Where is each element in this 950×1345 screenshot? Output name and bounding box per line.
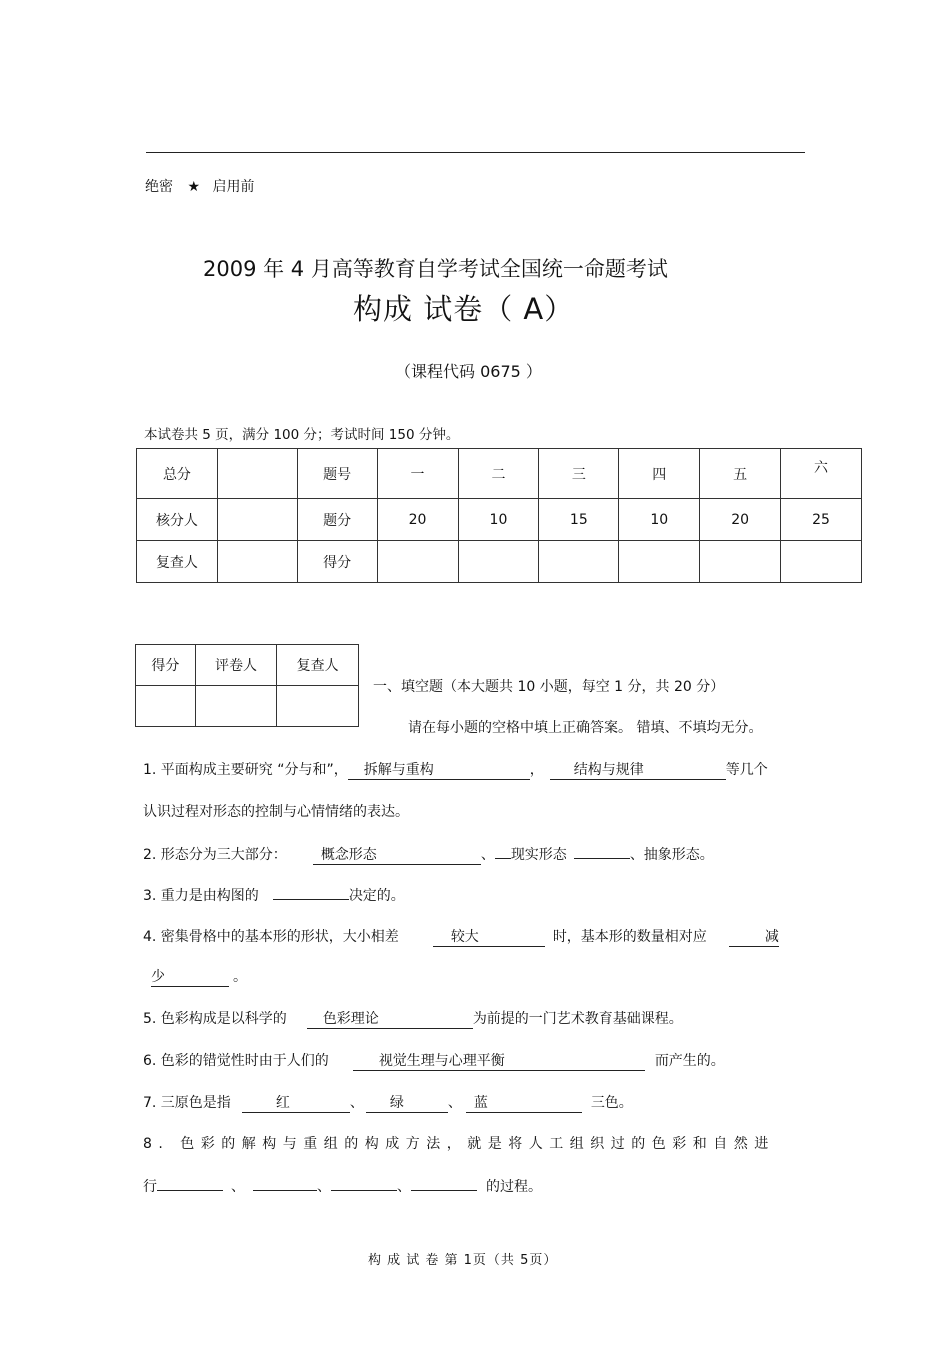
- question-3: 3. 重力是由构图的 决定的。: [143, 884, 405, 905]
- cell: [195, 686, 277, 727]
- cell: [458, 541, 539, 583]
- answer-blank: 概念形态: [313, 847, 481, 865]
- question-1-cont: 认识过程对形态的控制与心情情绪的表达。: [143, 804, 409, 820]
- cell: 得分: [297, 541, 377, 583]
- question-4-cont: 少 。: [151, 969, 247, 985]
- cell: [217, 541, 297, 583]
- answer-blank: [253, 1175, 317, 1191]
- cell: 15: [539, 499, 619, 541]
- cell: 五: [700, 449, 781, 499]
- score-row-earned: [137, 541, 862, 583]
- exam-title: 2009 年 4 月高等教育自学考试全国统一命题考试: [203, 257, 668, 281]
- answer-blank: [331, 1175, 397, 1191]
- answer-blank: 视觉生理与心理平衡: [353, 1053, 645, 1071]
- question-1: 1. 平面构成主要研究 “分与和”， 拆解与重构 ， 结构与规律 等几个: [143, 762, 768, 778]
- cell: [136, 686, 196, 727]
- header-rule: [146, 152, 805, 153]
- grader-table: [135, 644, 359, 727]
- section-heading: 一、填空题（本大题共 10 小题，每空 1 分，共 20 分）: [373, 679, 725, 695]
- paper-title: 构成 试卷（ A）: [353, 292, 575, 326]
- answer-blank: 少: [151, 969, 229, 987]
- answer-blank: 拆解与重构: [348, 762, 530, 780]
- cell: 题分: [297, 499, 377, 541]
- answer-blank: [157, 1175, 223, 1191]
- answer-blank: [273, 884, 349, 900]
- score-row-points: [137, 499, 862, 541]
- cell: 题号: [297, 449, 377, 499]
- cell: 10: [458, 499, 539, 541]
- cell: [700, 541, 781, 583]
- grader-blank-row: [136, 686, 359, 727]
- answer-blank: 红: [242, 1095, 350, 1113]
- cell: 10: [619, 499, 700, 541]
- answer-blank: 较大: [433, 929, 545, 947]
- cell: 20: [700, 499, 781, 541]
- answer-blank: [411, 1175, 477, 1191]
- cell: 总分: [137, 449, 218, 499]
- question-4: 4. 密集骨格中的基本形的形状，大小相差 较大 时，基本形的数量相对应 减: [143, 929, 779, 945]
- cell: 得分: [136, 645, 196, 686]
- cell: [619, 541, 700, 583]
- cell: 三: [539, 449, 619, 499]
- cell: 四: [619, 449, 700, 499]
- section-instruction: 请在每小题的空格中填上正确答案。 错填、不填均无分。: [408, 720, 763, 736]
- question-7: 7. 三原色是指 红 、 绿 、 蓝 三色。: [143, 1095, 633, 1111]
- cell: [217, 449, 297, 499]
- answer-blank: 色彩理论: [307, 1011, 473, 1029]
- question-8-cont: 行 、 、 、 的过程。: [143, 1175, 542, 1196]
- answer-text: 现实形态: [510, 847, 567, 863]
- exam-intro: 本试卷共 5 页，满分 100 分；考试时间 150 分钟。: [144, 427, 460, 443]
- cell: 核分人: [137, 499, 218, 541]
- confidential-label: [145, 176, 254, 196]
- answer-blank: 绿: [366, 1095, 448, 1113]
- cell: [277, 686, 359, 727]
- cell: [781, 541, 862, 583]
- score-table: [136, 448, 862, 583]
- answer-blank: 蓝: [466, 1095, 582, 1113]
- cell: [539, 541, 619, 583]
- question-2: 2. 形态分为三大部分： 概念形态 、 现实形态 、抽象形态。: [143, 843, 714, 865]
- cell: 一: [377, 449, 458, 499]
- page-footer: 构 成 试 卷 第 1页（共 5页）: [368, 1253, 558, 1268]
- score-row-number: [137, 449, 862, 499]
- course-code: （课程代码 0675 ）: [395, 362, 542, 381]
- cell: 六: [781, 449, 862, 499]
- cell: 复查人: [277, 645, 359, 686]
- question-8: 8. 色彩的解构与重组的构成方法，就是将人工组织过的色彩和自然进: [143, 1136, 775, 1152]
- grader-header-row: [136, 645, 359, 686]
- cell: 评卷人: [195, 645, 277, 686]
- answer-blank: [574, 843, 630, 859]
- before-use-text: 启用前: [212, 179, 255, 195]
- star-icon: ★: [187, 179, 201, 195]
- confidential-text: 绝密: [145, 179, 173, 195]
- answer-blank-prefix: [495, 843, 511, 859]
- cell: 复查人: [137, 541, 218, 583]
- cell: 二: [458, 449, 539, 499]
- question-5: 5. 色彩构成是以科学的 色彩理论 为前提的一门艺术教育基础课程。: [143, 1011, 683, 1027]
- answer-blank: 结构与规律: [550, 762, 726, 780]
- question-6: 6. 色彩的错觉性时由于人们的 视觉生理与心理平衡 而产生的。: [143, 1053, 725, 1069]
- cell: 25: [781, 499, 862, 541]
- answer-blank: 减: [729, 929, 779, 947]
- cell: 20: [377, 499, 458, 541]
- cell: [217, 499, 297, 541]
- cell: [377, 541, 458, 583]
